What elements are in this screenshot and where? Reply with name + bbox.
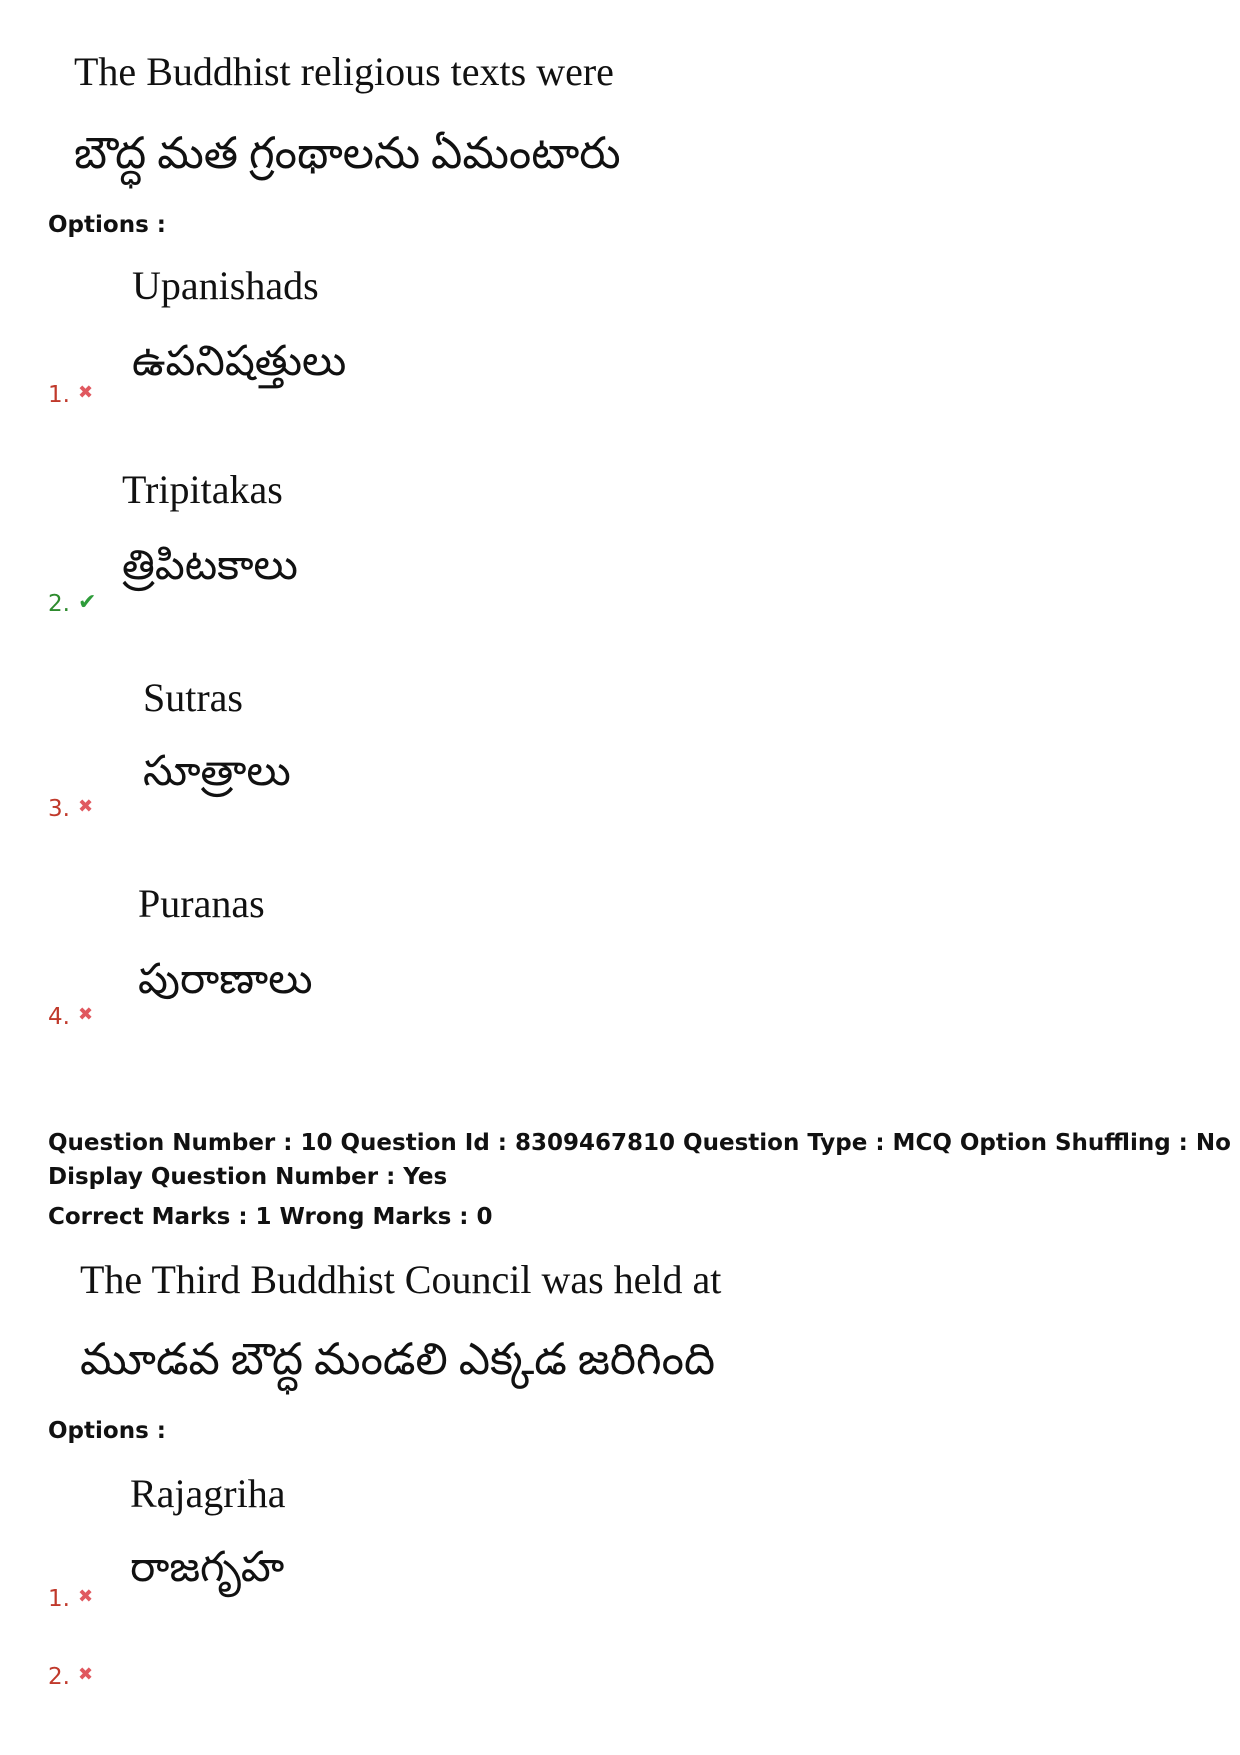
option-4-telugu: పురాణాలు [138,957,313,1003]
cross-icon: ✖ [77,1664,94,1685]
option-3-marker [48,796,93,822]
options-label: Options : [48,212,166,238]
option-number: 2. [48,1664,70,1690]
option-2-marker [48,590,96,617]
option-1-english: Upanishads [132,263,319,308]
option-1-english: Rajagriha [130,1471,286,1516]
option-number: 1. [48,382,70,408]
option-4-marker [48,1004,93,1030]
option-3-english: Sutras [143,675,243,720]
cross-icon: ✖ [77,796,94,817]
option-number: 2. [48,591,70,617]
option-2-english: Tripitakas [122,467,283,512]
option-number: 4. [48,1004,70,1030]
options-label: Options : [48,1418,166,1444]
option-number: 1. [48,1586,70,1612]
cross-icon: ✖ [77,382,94,403]
option-1-marker [48,1586,93,1612]
option-2-telugu: త్రిపిటకాలు [122,543,298,589]
option-4-english: Puranas [138,881,265,926]
question-10-text-english: The Third Buddhist Council was held at [80,1257,722,1302]
question-meta-line-3: Correct Marks : 1 Wrong Marks : 0 [48,1204,493,1230]
question-9-text-telugu: బౌద్ధ మత గ్రంథాలను ఏమంటారు [74,129,621,178]
cross-icon: ✖ [77,1004,94,1025]
option-2-marker [48,1664,93,1690]
option-1-telugu: రాజగృహ [130,1545,285,1591]
check-icon: ✔ [77,590,97,615]
cross-icon: ✖ [77,1586,94,1607]
option-number: 3. [48,796,70,822]
option-3-telugu: సూత్రాలు [143,749,291,795]
question-9-text-english: The Buddhist religious texts were [74,49,614,94]
option-1-telugu: ఉపనిషత్తులు [132,339,347,385]
question-meta-line-2: Display Question Number : Yes [48,1164,448,1190]
question-meta-line-1: Question Number : 10 Question Id : 8309467810 Question Type : MCQ Option Shuffling : No [48,1130,1231,1156]
option-1-marker [48,382,93,408]
question-10-text-telugu: మూడవ బౌద్ధ మండలి ఎక్కడ జరిగింది [80,1335,716,1384]
